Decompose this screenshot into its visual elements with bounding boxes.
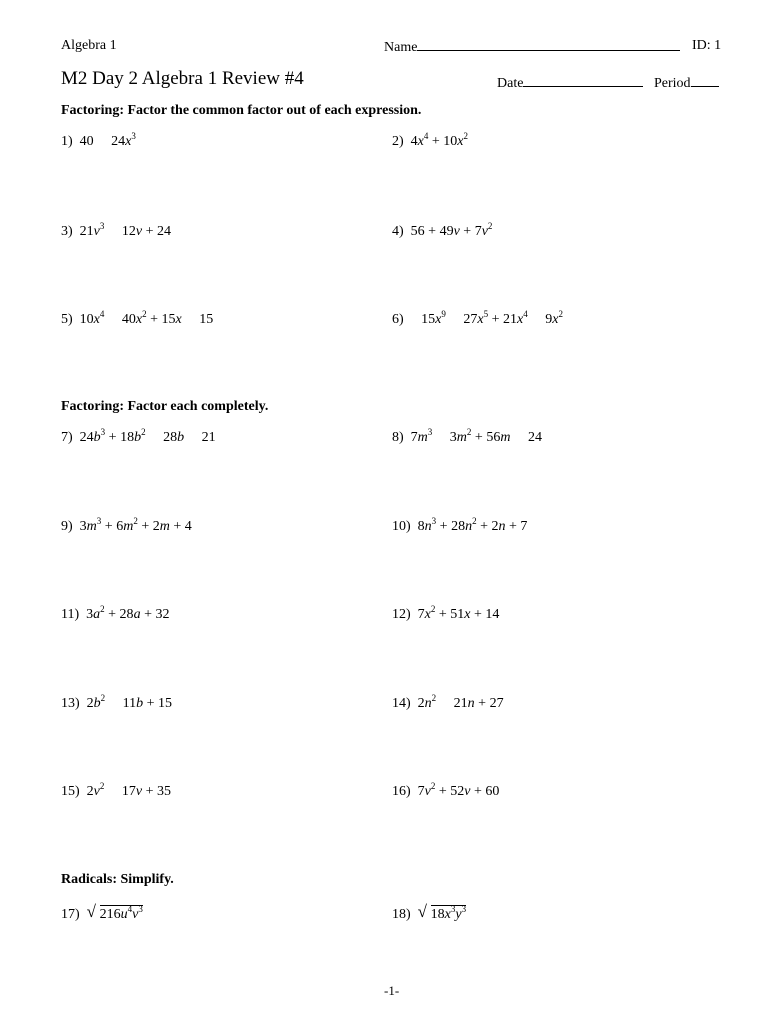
problem-number: 11)	[61, 607, 80, 622]
problem-number: 15)	[61, 784, 80, 799]
name-label: Name	[384, 40, 418, 55]
name-field	[384, 38, 680, 56]
radical-sign-icon: √	[417, 902, 428, 921]
id-label: ID: 1	[692, 38, 722, 53]
problem-number: 8)	[392, 430, 404, 445]
radical-sign-icon: √	[86, 902, 97, 921]
problem-15: 15) $2v^2$ 17v + 35	[61, 781, 172, 799]
problem-3: 3) $21v^3$ 12v + 24	[61, 221, 172, 239]
problem-14: 14) $2n^2$ 21n + 27	[392, 693, 504, 711]
period-label: Period	[654, 76, 691, 91]
course-label: Algebra 1	[61, 38, 117, 53]
problem-number: 12)	[392, 607, 411, 622]
section-heading-common-factor: Factoring: Factor the common factor out of each expression.	[61, 103, 422, 118]
date-label: Date	[497, 76, 524, 91]
page-title: M2 Day 2 Algebra 1 Review #4	[61, 68, 304, 89]
problem-number: 17)	[61, 907, 80, 922]
period-line	[691, 74, 719, 87]
date-field	[497, 74, 643, 92]
problem-4: 4) $56 + 49v + 7v^2$	[392, 221, 493, 239]
problem-5: 5) $10x^4$ $40x^2 + 15x$ 15	[61, 309, 214, 327]
problem-number: 3)	[61, 224, 73, 239]
radical-expression: √ $18x^3y^3$	[417, 902, 467, 922]
problem-number: 2)	[392, 134, 404, 149]
problem-number: 10)	[392, 519, 411, 534]
problem-12: 12) $7x^2 + 51x + 14$	[392, 604, 500, 622]
problem-13: 13) $2b^2$ 11b + 15	[61, 693, 173, 711]
date-line	[523, 74, 643, 87]
problem-number: 6)	[392, 312, 404, 327]
problem-number: 1)	[61, 134, 73, 149]
problem-2: 2) $4x^4 + 10x^2$	[392, 131, 469, 149]
problem-number: 13)	[61, 696, 80, 711]
problem-1: 1) 40 $24x^3$	[61, 131, 136, 149]
problem-number: 5)	[61, 312, 73, 327]
problem-number: 4)	[392, 224, 404, 239]
section-heading-radicals: Radicals: Simplify.	[61, 872, 174, 887]
problem-number: 7)	[61, 430, 73, 445]
problem-11: 11) $3a^2 + 28a + 32$	[61, 604, 170, 622]
problem-10: 10) $8n^3 + 28n^2 + 2n + 7$	[392, 516, 528, 534]
page-number: -1-	[384, 983, 400, 998]
problem-number: 9)	[61, 519, 73, 534]
problem-7: 7) $24b^3 + 18b^2$ 28b 21	[61, 427, 216, 445]
section-heading-factor-completely: Factoring: Factor each completely.	[61, 399, 269, 414]
problem-18	[392, 902, 467, 923]
problem-16: 16) $7v^2 + 52v + 60$	[392, 781, 500, 799]
radical-expression: √ $216u^4v^3$	[86, 902, 143, 922]
name-line	[417, 38, 680, 51]
problem-17	[61, 902, 143, 923]
problem-6: 6) $15x^9$ $27x^5 + 21x^4$ $9x^2$	[392, 309, 563, 327]
problem-9: 9) $3m^3 + 6m^2 + 2m + 4$	[61, 516, 192, 534]
period-field	[654, 74, 719, 92]
problem-8: 8) $7m^3$ $3m^2 + 56m$ 24	[392, 427, 542, 445]
problem-number: 14)	[392, 696, 411, 711]
problem-number: 18)	[392, 907, 411, 922]
problem-number: 16)	[392, 784, 411, 799]
